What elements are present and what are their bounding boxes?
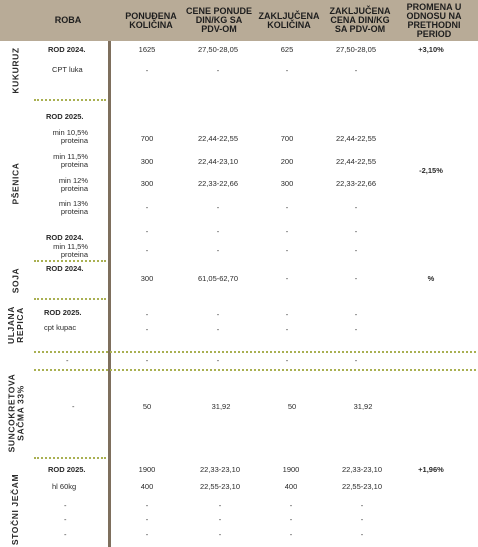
psenica-105-zcena: 22,44-22,55: [335, 134, 377, 143]
psenica-blank-zcena: -: [354, 246, 358, 255]
soja-cene: 61,05-62,70: [197, 274, 239, 283]
kukuruz-cpt-ponudjena: -: [145, 66, 149, 75]
soja-ponudjena: 300: [140, 274, 154, 283]
uljana-zcena: -: [354, 310, 358, 319]
psenica-115-ponudjena: 300: [140, 157, 154, 166]
uljana-cene: -: [216, 310, 220, 319]
jecam-e3-zakljucena: -: [289, 530, 293, 539]
jecam-zcena: 22,33-23,10: [341, 465, 383, 474]
psenica-blank-zakljucena: -: [285, 246, 289, 255]
section-soja-label: SOJA: [10, 267, 21, 293]
psenica-115b-label: min 11,5% proteina: [53, 242, 88, 259]
jecam-ponudjena: 1900: [138, 465, 156, 474]
psenica-blank-ponudjena: -: [145, 246, 149, 255]
section-uljana-label: ULJANA REPICA: [6, 305, 26, 345]
section-suncokret-label: SUNCOKRETOVA SAČMA 33%: [6, 373, 26, 453]
kukuruz-rod: ROD 2024.: [48, 45, 86, 54]
separator: [34, 369, 476, 371]
extra-cene: -: [216, 356, 220, 365]
section-jecam: [2, 472, 30, 546]
jecam-e2-roba: -: [64, 515, 67, 524]
jecam-hl-zakljucena: 400: [284, 482, 298, 491]
psenica-115-zakljucena: 200: [280, 157, 294, 166]
psenica-rod-2024: ROD 2024.: [46, 233, 84, 242]
psenica-115-zcena: 22,44-22,55: [335, 157, 377, 166]
psenica-12-zcena: 22,33-22,66: [335, 179, 377, 188]
uljana-cpt-cene: -: [216, 325, 220, 334]
psenica-promena: -2,15%: [419, 166, 443, 175]
jecam-e2-zakljucena: -: [289, 515, 293, 524]
jecam-e1-roba: -: [64, 501, 67, 510]
suncokret-ponudjena: 50: [142, 402, 152, 411]
separator: [34, 99, 106, 101]
psenica-13-ponudjena: -: [145, 203, 149, 212]
jecam-e1-ponudjena: -: [145, 501, 149, 510]
psenica-12-ponudjena: 300: [140, 179, 154, 188]
jecam-e2-cene: -: [218, 515, 222, 524]
jecam-e1-cene: -: [218, 501, 222, 510]
separator: [34, 260, 106, 262]
section-kukuruz: [2, 42, 30, 98]
kukuruz-cpt-zakljucena: -: [285, 66, 289, 75]
kukuruz-cpt-zcena: -: [354, 66, 358, 75]
psenica-rod-2025: ROD 2025.: [46, 112, 84, 121]
jecam-hl-ponudjena: 400: [140, 482, 154, 491]
psenica-115b-zakljucena: -: [285, 227, 289, 236]
suncokret-roba: -: [72, 402, 75, 411]
psenica-115b-cene: -: [216, 227, 220, 236]
section-suncokret: [2, 370, 30, 456]
separator: [34, 351, 476, 353]
uljana-ponudjena: -: [145, 310, 149, 319]
kukuruz-cpt-label: CPT luka: [52, 65, 83, 74]
jecam-promena: +1,96%: [418, 465, 444, 474]
header-zakljucena: [254, 0, 324, 41]
header-roba: [38, 0, 98, 41]
psenica-105-zakljucena: 700: [280, 134, 294, 143]
psenica-13-label: min 13% proteina: [58, 199, 88, 216]
table-header: [0, 0, 478, 41]
jecam-e2-ponudjena: -: [145, 515, 149, 524]
jecam-cene: 22,33-23,10: [199, 465, 241, 474]
soja-zcena: -: [354, 274, 358, 283]
jecam-zakljucena: 1900: [282, 465, 300, 474]
extra-roba: -: [66, 356, 69, 365]
jecam-e1-zakljucena: -: [289, 501, 293, 510]
uljana-zakljucena: -: [285, 310, 289, 319]
psenica-13-zakljucena: -: [285, 203, 289, 212]
section-psenica-label: PŠENICA: [10, 162, 21, 204]
uljana-cpt-ponudjena: -: [145, 325, 149, 334]
kukuruz-cpt-cene: -: [216, 66, 220, 75]
psenica-115b-ponudjena: -: [145, 227, 149, 236]
psenica-105-label: min 10,5% proteina: [52, 128, 88, 145]
separator: [34, 457, 106, 459]
uljana-cpt-zakljucena: -: [285, 325, 289, 334]
section-jecam-label: STOČNI JEČAM: [10, 473, 21, 545]
jecam-e2-zcena: -: [360, 515, 364, 524]
psenica-115-cene: 22,44-23,10: [197, 157, 239, 166]
jecam-hl-label: hl 60kg: [52, 482, 77, 491]
header-cene-ponude: [182, 0, 256, 41]
jecam-hl-cene: 22,55-23,10: [199, 482, 241, 491]
extra-zakljucena: -: [285, 356, 289, 365]
psenica-115b-zcena: -: [354, 227, 358, 236]
section-psenica: [2, 104, 30, 262]
soja-zakljucena: -: [285, 274, 289, 283]
soja-rod: ROD 2024.: [46, 264, 84, 273]
kukuruz-promena: +3,10%: [418, 45, 444, 54]
psenica-115-label: min 11,5% proteina: [53, 152, 88, 169]
uljana-cpt-zcena: -: [354, 325, 358, 334]
psenica-13-zcena: -: [354, 203, 358, 212]
psenica-12-label: min 12% proteina: [58, 176, 88, 193]
psenica-12-cene: 22,33-22,66: [197, 179, 239, 188]
extra-ponudjena: -: [145, 356, 149, 365]
jecam-e3-roba: -: [64, 530, 67, 539]
header-ponudjena-text: PONUĐENA KOLIČINA: [125, 10, 177, 30]
suncokret-zakljucena: 50: [287, 402, 297, 411]
header-zakljucena-text: ZAKLJUČENA KOLIČINA: [258, 10, 320, 30]
kukuruz-ponudjena: 1625: [138, 45, 156, 54]
psenica-105-ponudjena: 700: [140, 134, 154, 143]
header-cene-text: CENE PONUDE DIN/KG SA PDV-OM: [185, 6, 252, 34]
uljana-rod: ROD 2025.: [44, 308, 82, 317]
psenica-105-cene: 22,44-22,55: [197, 134, 239, 143]
kukuruz-zcena: 27,50-28,05: [335, 45, 377, 54]
kukuruz-cene: 27,50-28,05: [197, 45, 239, 54]
header-ponudjena: [118, 0, 184, 41]
jecam-e3-zcena: -: [360, 530, 364, 539]
jecam-rod: ROD 2025.: [48, 465, 86, 474]
jecam-hl-zcena: 22,55-23,10: [341, 482, 383, 491]
extra-zcena: -: [354, 356, 358, 365]
psenica-13-cene: -: [216, 203, 220, 212]
section-kukuruz-label: KUKURUZ: [10, 46, 21, 94]
psenica-12-zakljucena: 300: [280, 179, 294, 188]
header-promena-text: PROMENA U ODNOSU NA PRETHODNI PERIOD: [406, 1, 462, 39]
suncokret-zcena: 31,92: [353, 402, 373, 411]
header-zcena-text: ZAKLJUČENA CENA DIN/KG SA PDV-OM: [329, 6, 391, 34]
soja-promena: %: [427, 274, 435, 283]
suncokret-cene: 31,92: [211, 402, 231, 411]
section-soja: [2, 262, 30, 298]
jecam-e1-zcena: -: [360, 501, 364, 510]
uljana-cpt-label: cpt kupac: [44, 323, 77, 332]
section-uljana-repica: [2, 302, 30, 348]
header-promena: [396, 0, 472, 41]
jecam-e3-ponudjena: -: [145, 530, 149, 539]
kukuruz-zakljucena: 625: [280, 45, 294, 54]
jecam-e3-cene: -: [218, 530, 222, 539]
separator: [34, 298, 106, 300]
header-roba-text: ROBA: [54, 15, 82, 25]
header-zakljucena-cena: [322, 0, 398, 41]
psenica-blank-cene: -: [216, 246, 220, 255]
